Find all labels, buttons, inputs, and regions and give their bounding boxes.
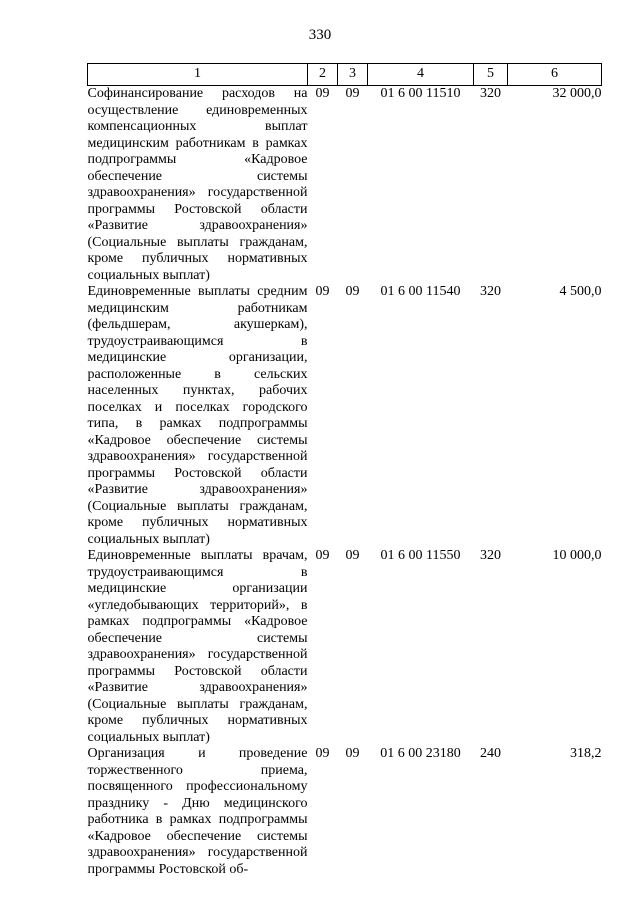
row-section: 09 [315,548,330,563]
row-subsection: 09 [345,746,360,761]
row-subsection: 09 [345,86,360,101]
table-row [88,548,602,746]
row-name: Организация и проведение торжественного приема, посвященного профессиональному празднику - Дню медицинского работника в рамках подпрограммы «Кадровое обеспечение системы здравоохранения» государственной программы Ростовской об- [87,746,308,877]
column-header: 2 [308,64,338,86]
row-expense-type: 320 [480,548,501,563]
row-section: 09 [315,746,330,761]
budget-table [87,63,602,878]
column-header: 3 [338,64,368,86]
row-subsection: 09 [345,284,360,299]
row-target-article: 01 6 00 23180 [380,746,461,761]
row-expense-type: 320 [480,284,501,299]
table-row [88,746,602,878]
column-header: 6 [508,64,602,86]
row-name: Единовременные выплаты врачам, трудоустраивающимся в медицинские организации «угледобывающих территорий», в рамках подпрограммы «Кадровое обеспечение системы здравоохранения» государственной программы Ростовской области «Развитие здравоохранения» (Социальные выплаты гражданам, кроме публичных нормативных социальных выплат) [87,548,308,745]
row-amount: 4 500,0 [559,284,602,299]
row-name: Софинансирование расходов на осуществление единовременных компенсационных выплат медицинским работникам в рамках подпрограммы «Кадровое обеспечение системы здравоохранения» государственной программы Ростовской области «Развитие здравоохранения» (Социальные выплаты гражданам, кроме публичных нормативных социальных выплат) [87,86,308,283]
page-number: 330 [308,27,332,43]
column-header: 5 [474,64,508,86]
row-section: 09 [315,284,330,299]
table-row [88,284,602,548]
row-name: Единовременные выплаты средним медицинским работникам (фельдшерам, акушеркам), трудоустраивающимся в медицинские организации, расположенные в сельских населенных пунктах, рабочих поселках и поселках городского типа, в рамках подпрограммы «Кадровое обеспечение системы здравоохранения» государственной программы Ростовской области «Развитие здравоохранения» (Социальные выплаты гражданам, кроме публичных нормативных социальных выплат) [87,284,308,547]
row-expense-type: 320 [480,86,501,101]
row-target-article: 01 6 00 11550 [380,548,461,563]
column-header: 1 [88,64,308,86]
row-amount: 32 000,0 [552,86,602,101]
row-target-article: 01 6 00 11510 [380,86,461,101]
row-amount: 10 000,0 [552,548,602,563]
table-header-row [88,64,602,86]
row-expense-type: 240 [480,746,501,761]
row-subsection: 09 [345,548,360,563]
column-header: 4 [368,64,474,86]
table-row [88,86,602,285]
row-amount: 318,2 [570,746,602,761]
row-section: 09 [315,86,330,101]
row-target-article: 01 6 00 11540 [380,284,461,299]
